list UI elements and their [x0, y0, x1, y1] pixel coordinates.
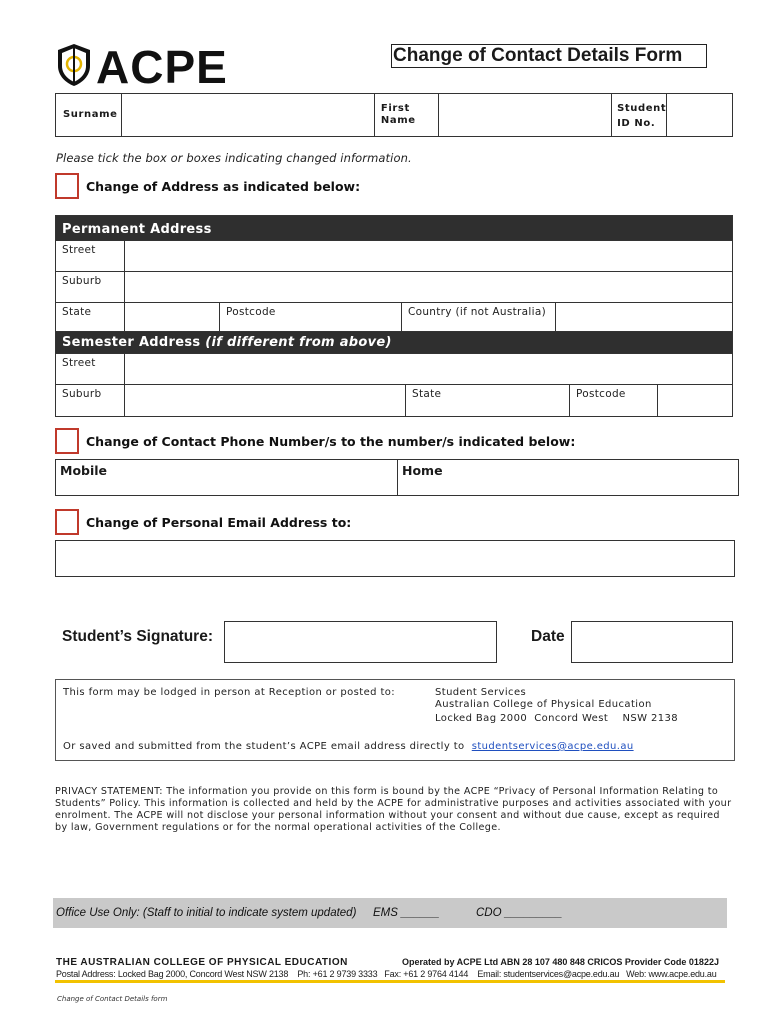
surname-field[interactable] [121, 94, 374, 137]
lodgement-address-line1: Student Services [435, 687, 527, 698]
country-value-field[interactable] [556, 303, 733, 334]
lodgement-box [55, 679, 735, 761]
postcode-label: Postcode [226, 306, 276, 318]
footer-operator: Operated by ACPE Ltd ABN 28 107 480 848 CRICOS Provider Code 01822J [402, 957, 719, 967]
suburb-label: Suburb [56, 272, 125, 303]
first-name-label [374, 94, 438, 137]
semester-postcode-label: Postcode [576, 388, 626, 400]
street-label: Street [56, 241, 125, 272]
date-field[interactable] [571, 621, 733, 663]
home-field[interactable] [398, 460, 739, 496]
email-submission-intro: Or saved and submitted from the student’s ACPE email address directly to [63, 741, 465, 752]
email-change-label: Change of Personal Email Address to: [86, 515, 352, 530]
office-cdo: CDO _________ [476, 907, 563, 919]
semester-address-heading [56, 332, 733, 354]
postcode-field[interactable] [220, 303, 402, 334]
permanent-address-heading: Permanent Address [56, 216, 733, 241]
phone-change-checkbox[interactable] [55, 428, 79, 454]
first-name-label-text: First Name [380, 103, 416, 126]
semester-suburb-label: Suburb [56, 385, 125, 417]
instruction-text: Please tick the box or boxes indicating changed information. [56, 151, 412, 165]
office-ems: EMS ______ [373, 907, 440, 919]
footer-form-name: Change of Contact Details form [57, 995, 168, 1003]
student-id-field[interactable] [667, 94, 733, 137]
office-use-band [53, 898, 727, 928]
semester-postcode-value-field[interactable] [658, 385, 733, 417]
student-services-email-link[interactable]: studentservices@acpe.edu.au [471, 741, 634, 752]
state-label: State [56, 303, 125, 334]
semester-heading-text: Semester Address [62, 335, 206, 350]
form-title: Change of Contact Details Form [391, 44, 707, 68]
lodgement-address-line3: Locked Bag 2000 Concord West NSW 2138 [435, 713, 679, 724]
country-label: Country (if not Australia) [408, 306, 546, 318]
suburb-field[interactable] [125, 272, 733, 303]
footer-college-name: THE AUSTRALIAN COLLEGE OF PHYSICAL EDUCATION [56, 957, 348, 968]
acpe-logo-wordmark: ACPE [96, 41, 228, 93]
phone-table [55, 459, 739, 496]
semester-heading-note: (if different from above) [205, 335, 392, 350]
surname-label: Surname [56, 94, 122, 137]
privacy-statement: PRIVACY STATEMENT: The information you provide on this form is bound by the ACPE “Privacy of Personal Information Relating to Students” Policy. This information is collected and held by the ACPE for administrative purposes and activities associated with your enrolment. The ACPE will not disclose your personal information without your consent and without due cause, except as required by law, Government regulations or for the normal operational activities of the College. [55, 786, 732, 833]
email-change-checkbox[interactable] [55, 509, 79, 535]
country-field[interactable] [402, 303, 556, 334]
lodgement-address-line2: Australian College of Physical Education [435, 699, 652, 710]
state-field[interactable] [125, 303, 220, 334]
date-label: Date [531, 628, 565, 645]
phone-change-label: Change of Contact Phone Number/s to the number/s indicated below: [86, 434, 576, 449]
semester-street-field[interactable] [125, 354, 733, 385]
semester-state-field[interactable] [406, 385, 570, 417]
footer-accent-line [55, 980, 725, 983]
email-field[interactable] [55, 540, 735, 577]
footer-contact: Postal Address: Locked Bag 2000, Concord West NSW 2138 Ph: +61 2 9739 3333 Fax: +61 2 9764 4144 Email: studentservices@acpe.edu.au Web: www.acpe.edu.au [56, 969, 717, 979]
address-change-checkbox[interactable] [55, 173, 79, 199]
student-id-label-line2: ID No. [617, 118, 656, 129]
email-submission-text [63, 741, 634, 752]
signature-label: Student’s Signature: [62, 628, 213, 645]
office-use-label: Office Use Only: (Staff to initial to indicate system updated) [56, 907, 357, 919]
first-name-field[interactable] [438, 94, 611, 137]
semester-suburb-field[interactable] [125, 385, 406, 417]
semester-address-table [55, 331, 733, 417]
signature-field[interactable] [224, 621, 497, 663]
semester-street-label: Street [56, 354, 125, 385]
address-change-label: Change of Address as indicated below: [86, 179, 361, 194]
home-label: Home [402, 463, 443, 478]
student-id-label [612, 94, 667, 137]
semester-state-label: State [412, 388, 442, 400]
mobile-field[interactable] [56, 460, 398, 496]
acpe-logo-emblem [54, 42, 94, 88]
permanent-address-table [55, 215, 733, 334]
mobile-label: Mobile [60, 463, 108, 478]
student-id-label-line1: Student [617, 103, 667, 114]
semester-postcode-field[interactable] [570, 385, 658, 417]
lodgement-intro: This form may be lodged in person at Reception or posted to: [63, 687, 396, 698]
street-field[interactable] [125, 241, 733, 272]
identity-table [55, 93, 733, 137]
